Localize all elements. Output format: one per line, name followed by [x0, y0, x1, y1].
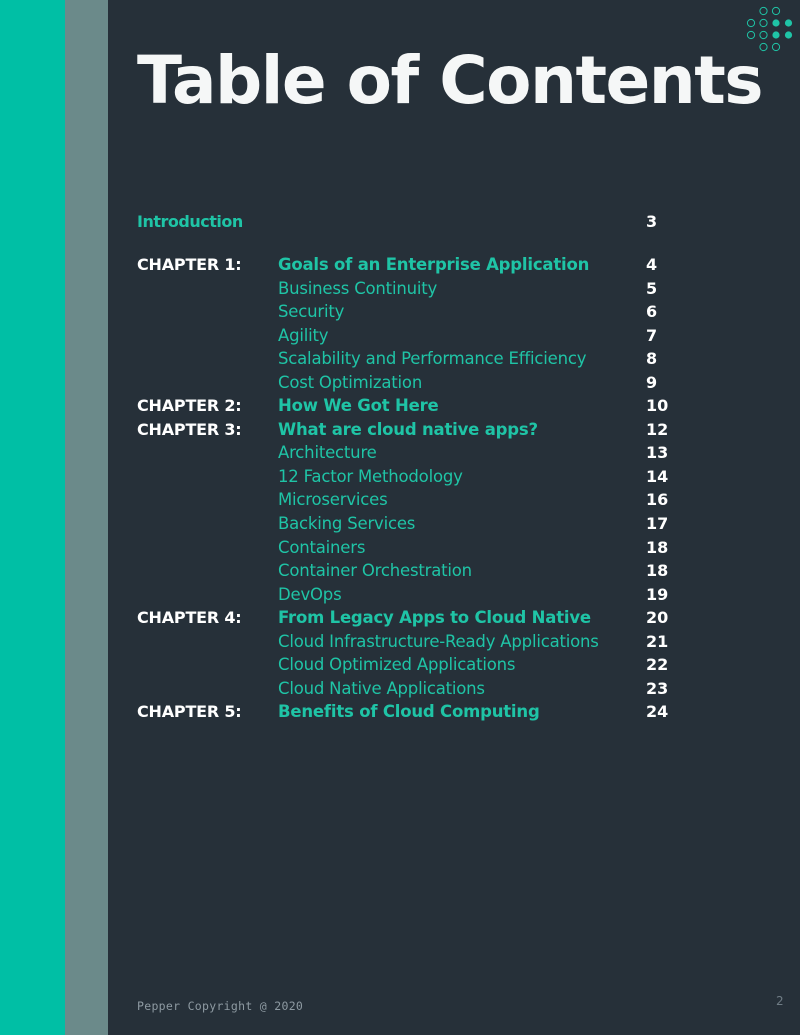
- toc-page-number: 21: [646, 631, 669, 651]
- toc-entry[interactable]: [0, 418, 800, 442]
- toc-chapter-label: CHAPTER 4:: [137, 608, 242, 628]
- toc-page-number: 19: [646, 584, 669, 604]
- toc-entry[interactable]: [0, 324, 800, 348]
- toc-chapter-title: What are cloud native apps?: [278, 419, 538, 439]
- toc-entry[interactable]: [0, 559, 800, 583]
- toc-entry[interactable]: [0, 347, 800, 371]
- toc-section-title: Containers: [278, 537, 366, 557]
- toc-section-title: Cost Optimization: [278, 372, 423, 392]
- toc-introduction-page: 3: [646, 212, 658, 231]
- toc-chapter-title: How We Got Here: [278, 396, 439, 416]
- toc-section-title: DevOps: [278, 584, 342, 604]
- toc-list: [0, 253, 800, 724]
- toc-page-number: 16: [646, 490, 669, 510]
- toc-section-title: Security: [278, 302, 345, 322]
- toc-page-number: 12: [646, 419, 669, 439]
- toc-page-number: 14: [646, 466, 669, 486]
- toc-section-title: Agility: [278, 325, 329, 345]
- toc-entry[interactable]: [0, 488, 800, 512]
- dot-grid-dot: [760, 31, 767, 38]
- toc-page-number: 22: [646, 655, 669, 675]
- toc-entry[interactable]: [0, 583, 800, 607]
- toc-section-title: Container Orchestration: [278, 561, 472, 581]
- toc-chapter-label: CHAPTER 1:: [137, 255, 242, 274]
- toc-entry[interactable]: [0, 277, 800, 301]
- toc-page-number: 9: [646, 372, 658, 392]
- toc-page-number: 18: [646, 537, 669, 557]
- toc-entry[interactable]: [0, 253, 800, 277]
- toc-page-number: 8: [646, 349, 658, 369]
- toc-section-title: Architecture: [278, 443, 377, 463]
- toc-page-number: 17: [646, 514, 669, 534]
- dot-grid-dot: [760, 7, 767, 14]
- toc-chapter-label: CHAPTER 5:: [137, 702, 242, 722]
- toc-entry[interactable]: [0, 512, 800, 536]
- toc-entry[interactable]: [0, 371, 800, 395]
- toc-entry[interactable]: [0, 653, 800, 677]
- toc-page-number: 4: [646, 255, 658, 274]
- page-number: 2: [776, 994, 784, 1008]
- toc-section-title: Backing Services: [278, 514, 416, 534]
- toc-page-number: 13: [646, 443, 669, 463]
- toc-section-title: 12 Factor Methodology: [278, 466, 463, 486]
- dot-grid-dot: [747, 31, 754, 38]
- toc-page-number: 6: [646, 302, 658, 322]
- toc-entry[interactable]: [0, 677, 800, 701]
- toc-entry[interactable]: [0, 394, 800, 418]
- footer-copyright: Pepper Copyright @ 2020: [137, 999, 304, 1013]
- toc-entry[interactable]: [0, 700, 800, 724]
- toc-section-title: Microservices: [278, 490, 388, 510]
- dot-grid-dot: [772, 19, 779, 26]
- toc-chapter-label: CHAPTER 2:: [137, 396, 242, 416]
- dot-grid-dot: [785, 19, 792, 26]
- toc-section-title: Cloud Optimized Applications: [278, 655, 516, 675]
- toc-chapter-label: CHAPTER 3:: [137, 419, 242, 439]
- toc-entry[interactable]: [0, 630, 800, 654]
- dot-grid-dot: [760, 19, 767, 26]
- toc-chapter-title: From Legacy Apps to Cloud Native: [278, 608, 591, 628]
- toc-chapter-title: Goals of an Enterprise Application: [278, 255, 590, 274]
- toc-page-number: 18: [646, 561, 669, 581]
- page-title: Table of Contents: [137, 42, 763, 119]
- toc-page-number: 20: [646, 608, 669, 628]
- toc-introduction-row[interactable]: [0, 210, 800, 234]
- toc-page-number: 7: [646, 325, 658, 345]
- toc-section-title: Cloud Infrastructure-Ready Applications: [278, 631, 599, 651]
- toc-page-number: 24: [646, 702, 669, 722]
- toc-entry[interactable]: [0, 536, 800, 560]
- toc-section-title: Cloud Native Applications: [278, 678, 485, 698]
- toc-chapter-title: Benefits of Cloud Computing: [278, 702, 540, 722]
- toc-page-number: 5: [646, 278, 658, 298]
- toc-entry[interactable]: [0, 300, 800, 324]
- toc-introduction-label: Introduction: [137, 212, 243, 231]
- toc-page-number: 10: [646, 396, 669, 416]
- toc-entry[interactable]: [0, 465, 800, 489]
- toc-section-title: Business Continuity: [278, 278, 438, 298]
- toc-entry[interactable]: [0, 441, 800, 465]
- toc-entry[interactable]: [0, 606, 800, 630]
- dot-grid-dot: [772, 43, 779, 50]
- dot-grid-dot: [785, 31, 792, 38]
- toc-page-number: 23: [646, 678, 669, 698]
- dot-grid-dot: [747, 19, 754, 26]
- dot-grid-dot: [772, 31, 779, 38]
- dot-grid-dot: [772, 7, 779, 14]
- toc-section-title: Scalability and Performance Efficiency: [278, 349, 587, 369]
